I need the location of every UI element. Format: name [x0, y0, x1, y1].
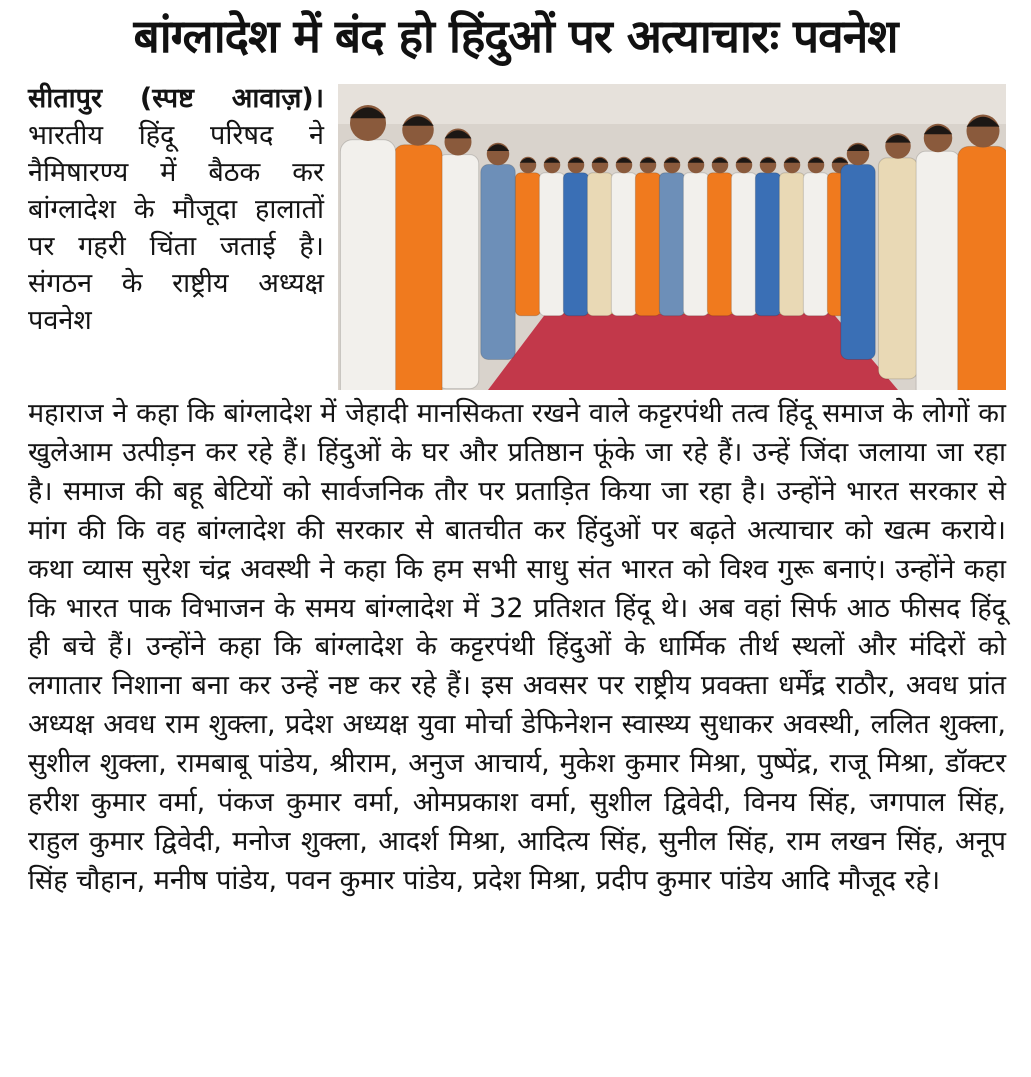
photo-person-body [878, 158, 917, 379]
article-lead-text: भारतीय हिंदू परिषद ने नैमिषारण्य में बैठक कर बांग्लादेश के मौजूदा हालातों पर गहरी चिंता जताई है। संगठन के राष्ट्रीय अध्यक्ष पवनेश [28, 120, 324, 336]
photo-ceiling [338, 84, 1006, 124]
photo-person-body [779, 173, 804, 316]
article-body-text: महाराज ने कहा कि बांग्लादेश में जेहादी मानसिकता रखने वाले कट्टरपंथी तत्व हिंदू समाज के लोगों का खुलेआम उत्पीड़न कर रहे हैं। हिंदुओं के घर और प्रतिष्ठान फूंके जा रहे हैं। उन्हें जिंदा जलाया जा रहा है। समाज की बहू बेटियों को सार्वजनिक तौर पर प्रताड़ित किया जा रहा है। उन्होंने भारत सरकार से मांग की कि वह बांग्लादेश की सरकार से बातचीत कर हिंदुओं पर बढ़ते अत्याचार को खत्म कराये। कथा व्यास सुरेश चंद्र अवस्थी ने कहा कि हम सभी साधु संत भारत को विश्व गुरू बनाएं। उन्होंने कहा कि भारत पाक विभाजन के समय बांग्लादेश में 32 प्रतिशत हिंदू थे। अब वहां सिर्फ आठ फीसद हिंदू ही बचे हैं। उन्होंने कहा कि बांग्लादेश के कट्टरपंथी हिंदुओं के धार्मिक तीर्थ स्थलों और मंदिरों को लगातार निशाना बना कर उन्हें नष्ट कर रहे हैं। इस अवसर पर राष्ट्रीय प्रवक्ता धर्मेंद्र राठौर, अवध प्रांत अध्यक्ष अवध राम शुक्ला, प्रदेश अध्यक्ष युवा मोर्चा डेफिनेशन स्वास्थ्य सुधाकर अवस्थी, ललित शुक्ला, सुशील शुक्ला, रामबाबू पांडेय, श्रीराम, अनुज आचार्य, मुकेश कुमार मिश्रा, पुष्पेंद्र, राजू मिश्रा, डॉक्टर हरीश कुमार वर्मा, पंकज कुमार वर्मा, ओमप्रकाश वर्मा, सुशील द्विवेदी, विनय सिंह, जगपाल सिंह, राहुल कुमार द्विवेदी, मनोज शुक्ला, आदर्श मिश्रा, आदित्य सिंह, सुनील सिंह, राम लखन सिंह, अनूप सिंह चौहान, मनीष पांडेय, पवन कुमार पांडेय, प्रदेश मिश्रा, प्रदीप कुमार पांडेय आदि मौजूद रहे। [28, 398, 1006, 896]
photo-person-body [841, 165, 876, 360]
article-body [28, 395, 1006, 901]
photo-person-body [916, 151, 960, 390]
photo-person-body [563, 173, 588, 316]
photo-person-body [659, 173, 684, 316]
article-dateline: सीतापुर (स्पष्ट आवाज़)। [28, 83, 324, 114]
photo-person-body [707, 173, 732, 316]
article-headline: बांग्लादेश में बंद हो हिंदुओं पर अत्याचारः पवनेश [133, 9, 898, 63]
photo-person-body [731, 173, 756, 316]
article-photo [338, 84, 1006, 390]
photo-person-body [539, 173, 564, 316]
photo-person-body [394, 145, 442, 390]
photo-person-body [515, 173, 540, 316]
photo-person-body [683, 173, 708, 316]
photo-person-body [635, 173, 660, 316]
article-lead-column [28, 80, 324, 339]
photo-person-body [611, 173, 636, 316]
photo-person-body [437, 155, 478, 389]
photo-person-body [340, 140, 395, 390]
photo-person-body [587, 173, 612, 316]
photo-person-body [755, 173, 780, 316]
group-photo-illustration [338, 84, 1006, 390]
photo-person-body [958, 146, 1006, 390]
photo-person-body [803, 173, 828, 316]
photo-person-body [481, 165, 516, 360]
